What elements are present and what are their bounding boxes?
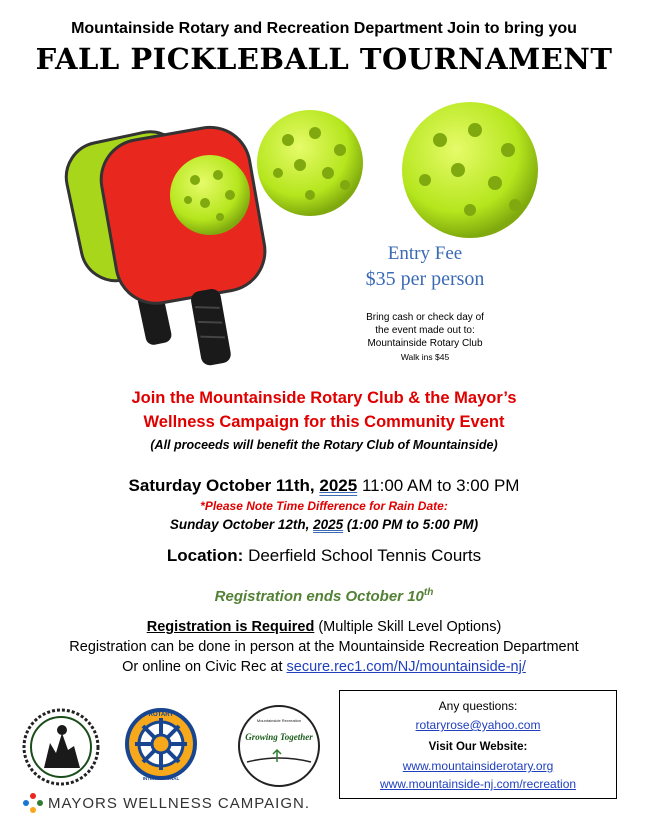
rain-date	[0, 517, 648, 532]
payment-note-line: Bring cash or check day of	[366, 312, 484, 323]
page-title: FALL PICKLEBALL TOURNAMENT	[35, 42, 613, 76]
registration-required-note: (Multiple Skill Level Options)	[314, 619, 502, 635]
website-label: Visit Our Website:	[428, 741, 528, 753]
rotary-bottom-text: INTERNATIONAL	[142, 776, 180, 781]
rain-date-note: *Please Note Time Difference for Rain Date:	[200, 499, 448, 513]
civic-rec-link[interactable]: secure.rec1.com/NJ/mountainside-nj/	[286, 659, 526, 675]
rotary-website-link[interactable]: www.mountainsiderotary.org	[402, 759, 554, 773]
entry-fee-label: Entry Fee	[387, 243, 463, 264]
contact-email-link[interactable]: rotaryrose@yahoo.com	[415, 718, 541, 732]
registration-deadline-suffix: th	[423, 587, 434, 598]
registration-in-person: Registration can be done in person at the Mountainside Recreation Department	[69, 639, 579, 655]
event-date	[0, 476, 648, 496]
campaign-heading-line2: Wellness Campaign for this Community Event	[143, 413, 505, 431]
event-time: 11:00 AM to 3:00 PM	[357, 476, 520, 495]
header-subtitle: Mountainside Rotary and Recreation Department Join to bring you	[71, 20, 577, 37]
rain-year: 2025	[313, 517, 344, 532]
rain-time: (1:00 PM to 5:00 PM)	[343, 517, 479, 532]
contact-box	[339, 690, 617, 799]
registration-deadline	[0, 587, 648, 605]
mwc-logo-icon	[22, 792, 44, 814]
growing-small-text: Mountainside Recreation	[256, 718, 302, 723]
entry-fee-amount: $35 per person	[365, 268, 485, 290]
recreation-website-link[interactable]: www.mountainside-nj.com/recreation	[379, 777, 577, 791]
location-value: Deerfield School Tennis Courts	[243, 546, 482, 565]
registration-online	[0, 659, 648, 675]
growing-together-logo	[237, 704, 321, 788]
payment-note-line: the event made out to:	[375, 325, 475, 336]
rain-date-day: Sunday October 12th,	[169, 517, 314, 532]
growing-main-text: Growing Together	[245, 732, 313, 742]
event-date-day: Saturday October 11th,	[128, 476, 320, 495]
campaign-heading-line1: Join the Mountainside Rotary Club & the Mayor’s	[131, 389, 517, 407]
registration-online-prefix: Or online on Civic Rec at	[122, 659, 287, 675]
registration-required-label: Registration is Required	[146, 619, 315, 635]
registration-required	[0, 619, 648, 635]
registration-deadline-text: Registration ends October 10	[214, 588, 424, 605]
walk-in-fee: Walk ins $45	[400, 352, 450, 362]
pickleball-middle-icon	[257, 110, 363, 216]
pickleball-large-icon	[402, 102, 538, 238]
event-year: 2025	[319, 476, 358, 495]
location-label: Location:	[166, 546, 244, 565]
mayors-wellness-campaign-logo-text: MAYORS WELLNESS CAMPAIGN.	[48, 795, 310, 812]
rotary-top-text: ROTARY	[148, 712, 174, 718]
questions-label: Any questions:	[438, 699, 518, 713]
event-location	[0, 546, 648, 566]
pickleball-small-icon	[170, 155, 250, 235]
proceeds-note: (All proceeds will benefit the Rotary Club of Mountainside)	[150, 438, 498, 452]
red-paddle-icon	[95, 121, 284, 370]
payment-note-line: Mountainside Rotary Club	[367, 338, 483, 349]
mountainside-seal-logo	[22, 708, 100, 786]
rotary-international-logo	[125, 700, 197, 788]
